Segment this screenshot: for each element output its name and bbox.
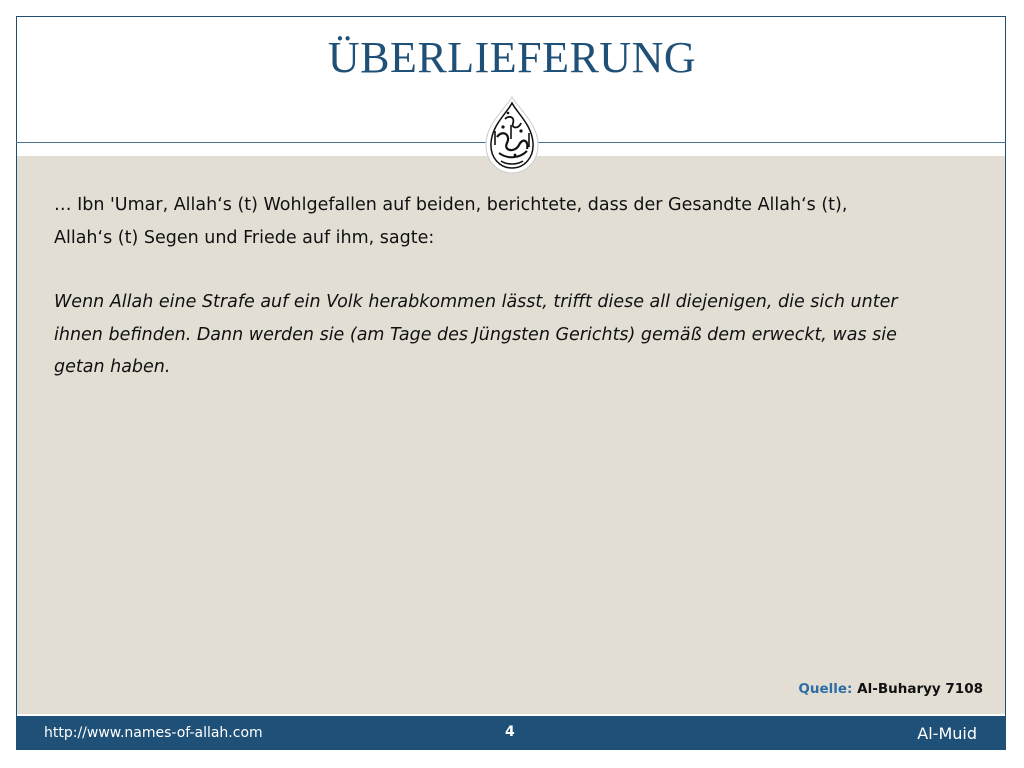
source-label: Quelle: [798,681,853,697]
slide-title: ÜBERLIEFERUNG [327,33,697,82]
page-number: 4 [505,724,515,740]
quote-line: getan haben. [54,357,171,377]
source-citation [798,681,983,697]
hadith-text [54,189,954,384]
source-value: Al-Buharyy 7108 [857,681,983,697]
footer-bar [17,716,1005,750]
quote-line: ihnen befinden. Dann werden sie (am Tage des Jüngsten Gerichts) gemäß dem erweckt, was sie [54,324,897,345]
footer-name: Al-Muid [917,724,977,743]
quote-line: Wenn Allah eine Strafe auf ein Volk herabkommen lässt, trifft diese all diejenigen, die sich unter [54,292,898,312]
arabic-calligraphy-icon [481,95,543,177]
intro-line: … Ibn 'Umar, Allah‘s (t) Wohlgefallen auf beiden, berichtete, dass der Gesandte Allah‘s (t), [54,195,848,215]
footer-url-link[interactable]: http://www.names-of-allah.com [44,725,263,741]
hadith-quote [54,286,954,384]
narration-intro [54,189,954,254]
intro-line: Allah‘s (t) Segen und Friede auf ihm, sagte: [54,227,435,248]
